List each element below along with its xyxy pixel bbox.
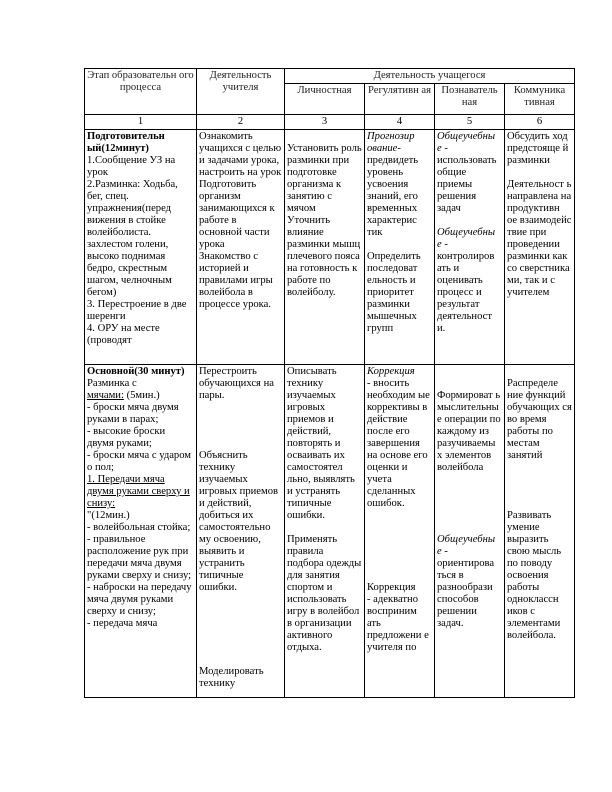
prep-teacher-cell	[197, 130, 285, 365]
column-number: 6	[505, 115, 575, 130]
main-teacher-cell	[197, 365, 285, 698]
main-teacher-text3: Моделировать технику	[199, 666, 264, 689]
main-cognitive-body2: ориентирова ться в разнообрази способов решении задач.	[437, 558, 495, 629]
main-personal-cell	[285, 365, 365, 698]
prep-regulative-body2: Определить последоват ельность и приоритет разминки мышечных групп	[367, 251, 421, 334]
main-regulative-title: Коррекция	[367, 366, 415, 377]
column-number: 2	[197, 115, 285, 130]
prep-cognitive-title2: Общеучебны е -	[437, 227, 496, 250]
main-stage-intro-underlined: мячами:	[87, 390, 124, 401]
main-regulative-body1: - вносить необходим ые коррективы в действие после его завершения на основе его оценки и учета сделанных ошибок.	[367, 378, 430, 509]
header-row	[85, 69, 575, 84]
main-stage-body2: "(12мин.) - волейбольная стойка; - правильное расположение рук при передачи мяча двумя руками сверху и снизу; - наброски на передачу мяча двумя руками сверху и снизу; - передача мяча	[87, 510, 192, 629]
prep-communicative-text1: Обсудить ход предстояще й разминки	[507, 131, 569, 166]
main-communicative-text1: Распределе ние функций обучающих ся во время работы по местам занятий	[507, 378, 572, 461]
prep-cognitive-body2: контролиров ать и оценивать процесс и результат деятельност и.	[437, 251, 495, 334]
prep-cognitive-title1: Общеучебны е -	[437, 131, 496, 154]
main-cognitive-text1: Формироват ь мыслительны е операции по каждому из разучиваемы х элементов волейбола	[437, 390, 501, 473]
prep-stage-cell	[85, 130, 197, 365]
main-stage-body1: - броски мяча двумя руками в парах; - высокие броски двумя руками; - броски мяча с ударом о пол;	[87, 402, 192, 473]
main-teacher-text2: Объяснить технику изучаемых игровых приемов и действий, добиться их самостоятельно му освоению, выявить и устранить типичные ошибки.	[199, 450, 279, 593]
main-communicative-cell	[505, 365, 575, 698]
prep-regulative-cell	[365, 130, 435, 365]
header-communicative: Коммуника тивная	[505, 84, 575, 115]
prep-regulative-body1: предвидеть уровень усвоения знаний, его временных характерис тик	[367, 155, 419, 238]
prep-regulative-title: Прогнозир ование-	[367, 131, 415, 154]
prep-communicative-cell	[505, 130, 575, 365]
prep-personal-cell	[285, 130, 365, 365]
main-cognitive-cell	[435, 365, 505, 698]
column-number: 5	[435, 115, 505, 130]
prep-cognitive-cell	[435, 130, 505, 365]
table-row-main	[85, 365, 575, 698]
main-personal-text1: Описывать технику изучаемых игровых приемов и действий, повторять и осваивать их самостоятел льно, выявлять и устранять типичные ошибки.	[287, 366, 355, 521]
header-teacher: Деятельность учителя	[197, 69, 285, 115]
prep-stage-body: 1.Сообщение УЗ на урок 2.Разминка: Ходьба, бег, спец. упражнения(перед вижения в стойке волейболиста. захлестом голени, высоко поднимая бедро, скрестным шагом, челночным бегом) 3. Перестроение в две шеренги 4. ОРУ на месте (проводят	[87, 155, 187, 346]
main-stage-cell	[85, 365, 197, 698]
prep-cognitive-body1: использовать общие приемы решения задач	[437, 155, 497, 214]
header-stage: Этап образовательн ого процесса	[85, 69, 197, 115]
prep-teacher-text: Ознакомить учащихся с целью и задачами урока, настроить на урок Подготовить организм занимающихся к работе в основной части урока Знакомство с историей и правилами игры волейбола в процессе урока.	[199, 131, 282, 310]
main-stage-intro: Разминка с	[87, 378, 137, 389]
main-stage-underlined: 1. Передачи мяча двумя руками сверху и снизу:	[87, 474, 190, 509]
main-cognitive-title2: Общеучебны е -	[437, 534, 496, 557]
lesson-plan-table	[84, 68, 575, 698]
prep-communicative-text2: Деятельност ь направлена на продуктивн ое взаимодейс твие при проведении разминки как со сверстника ми, так и с учителем	[507, 179, 572, 298]
main-personal-text2: Применять правила подбора одежды для занятия спортом и использовать игру в волейбол в организации активного отдыха.	[287, 534, 362, 653]
main-teacher-text1: Перестроить обучающихся на пары.	[199, 366, 274, 401]
main-stage-intro-rest: (5мин.)	[123, 390, 160, 401]
column-number: 4	[365, 115, 435, 130]
prep-personal-text: Установить роль разминки при подготовке организма к занятию с мячом Уточнить влияние разминки мышц плечевого пояса на готовность к работе по волейболу.	[287, 143, 362, 298]
column-number: 3	[285, 115, 365, 130]
column-number: 1	[85, 115, 197, 130]
header-regulative: Регулятивн ая	[365, 84, 435, 115]
header-personal: Личностная	[285, 84, 365, 115]
main-communicative-text2: Развивать умение выразить свою мысль по поводу освоения работы одноклассн иков с элементами волейбола.	[507, 510, 562, 641]
header-cognitive: Познаватель ная	[435, 84, 505, 115]
main-stage-title: Основной(30 минут)	[87, 366, 185, 377]
table-row-preparatory	[85, 130, 575, 365]
main-regulative-cell	[365, 365, 435, 698]
prep-stage-title: Подготовительн ый(12минут)	[87, 131, 165, 154]
column-number-row	[85, 115, 575, 130]
main-regulative-body2: Коррекция - адекватно восприним ать предложени е учителя по	[367, 582, 429, 653]
header-students: Деятельность учащегося	[285, 69, 575, 84]
